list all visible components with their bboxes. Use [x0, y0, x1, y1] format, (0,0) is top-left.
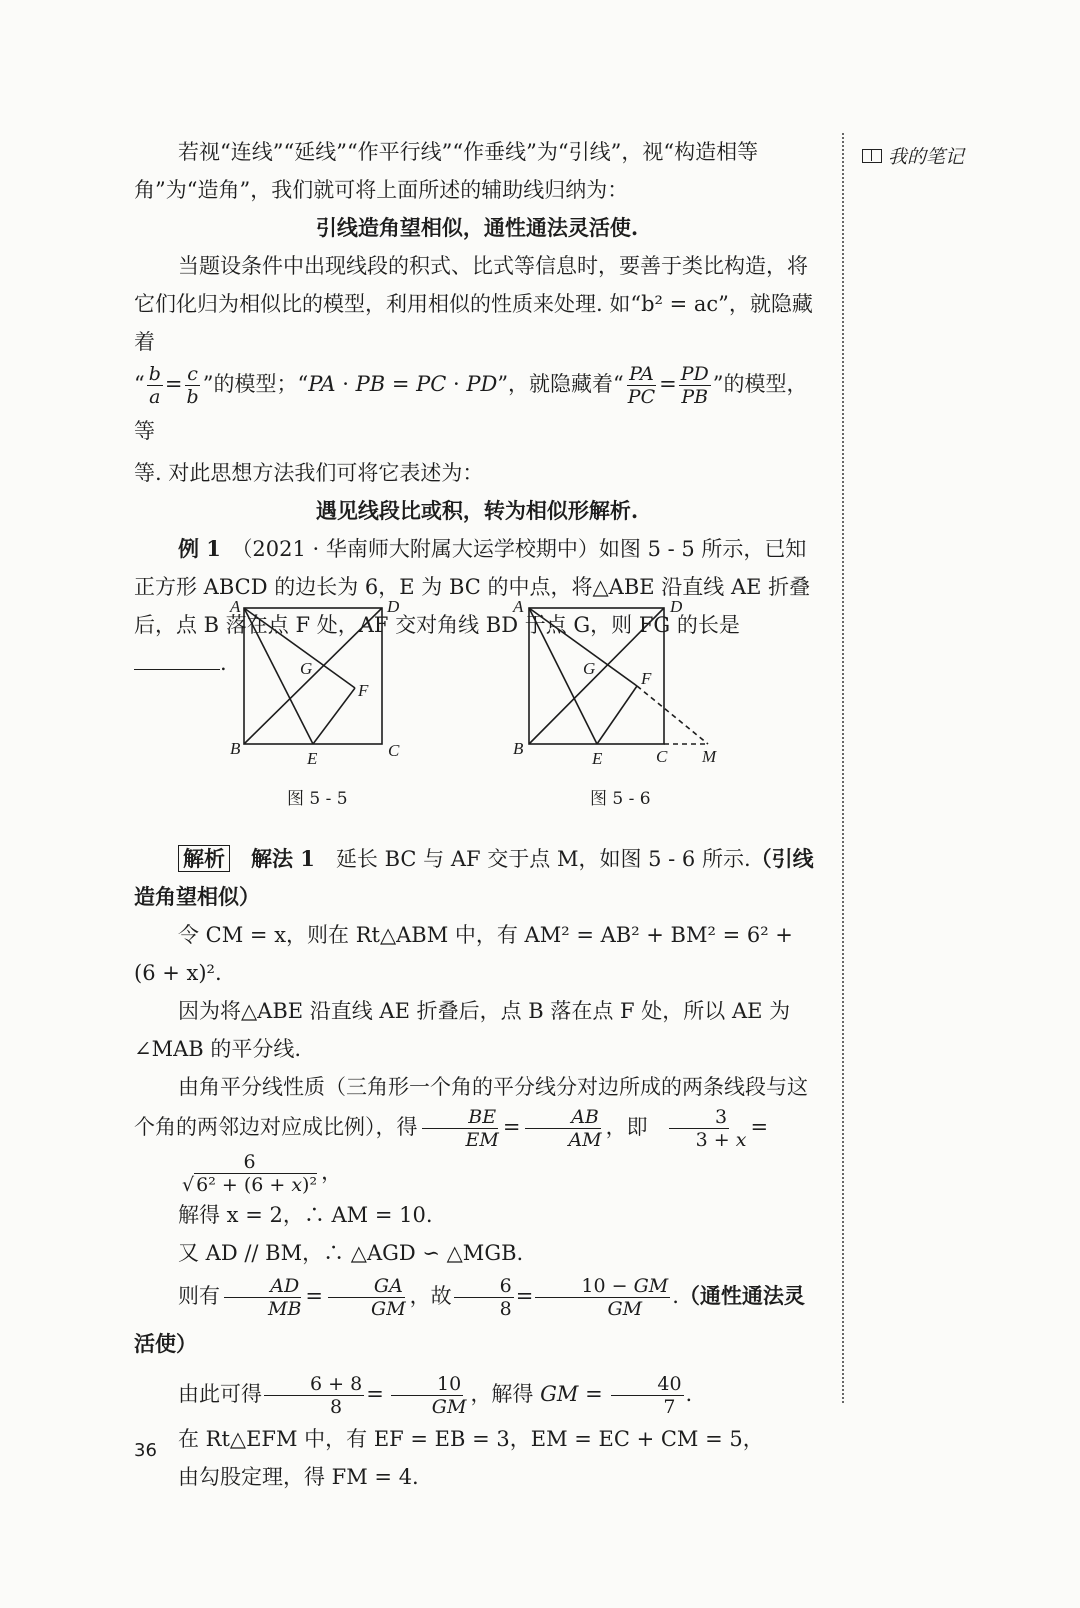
solution-line-6: 则有 $\frac{AD}{MB}$ = $\frac{GA}{GM}$ ，故 $\frac{6}{8}$ = $\frac{10 - GM}{GM}$ .（通性通法灵活使） — [134, 1275, 805, 1356]
solution-line-2: 因为将△ABE 沿直线 AE 折叠后，点 B 落在点 F 处，所以 AE 为∠MAB 的平分线. — [134, 999, 791, 1061]
label-e-2: E — [592, 749, 603, 768]
paragraph-3-end: 等. 对此思想方法我们可将它表述为： — [134, 461, 484, 485]
frac-pa-pc: $\frac{PA}{PC}$ — [627, 363, 656, 408]
solution-line-6-note: （通性通法灵活使） — [134, 1283, 805, 1356]
example-1: 例 1 （2021 · 华南师大附属大运学校期中）如图 5 - 5 所示，已知正方形 ABCD 的边长为 6，E 为 BC 的中点，将△ABE 沿直线 AE 折叠后，点 B 落在点 F 处，AF 交对角线 BD 于点 G，则 FG 的长是. — [134, 536, 811, 675]
paragraph-3: “ $\frac{b}{a}$ = $\frac{c}{b}$ ”的模型；“PA · PB = PC · PD”，就隐藏着“ $\frac{PA}{PC}$ = $\frac{PD}{PB}$ ”的模型，等 — [134, 363, 808, 443]
frac-6-sqrt: $\frac{6}{\text{√ 6² + (6 + x)²}}$ — [182, 1151, 318, 1196]
label-d: D — [387, 597, 400, 616]
frac-pd-pb: $\frac{PD}{PB}$ — [680, 363, 709, 408]
solution-tag: 解析 — [178, 845, 230, 872]
solution-intro-text: 延长 BC 与 AF 交于点 M，如图 5 - 6 所示. — [335, 847, 751, 871]
label-g-2: G — [583, 659, 596, 678]
solution-intro-note: （引线造角望相似） — [134, 846, 814, 909]
caption-5-5: 图 5 - 5 — [287, 789, 348, 809]
solution-line-9: 由勾股定理，得 FM = 4. — [178, 1465, 419, 1489]
caption-5-6: 图 5 - 6 — [590, 789, 651, 809]
frac-ad-mb: $\frac{AD}{MB}$ — [222, 1275, 303, 1320]
frac-10-gm-2: $\frac{10}{GM}$ — [386, 1373, 469, 1418]
label-e: E — [307, 749, 318, 768]
example-label: 例 1 — [178, 536, 221, 561]
label-b: B — [230, 739, 241, 758]
label-a-2: A — [513, 597, 524, 616]
label-m: M — [702, 747, 717, 766]
solution-line-7: 由此可得 $\frac{6 + 8}{8}$ = $\frac{10}{GM}$ ，解得 GM = $\frac{40}{7}$ . — [178, 1373, 693, 1418]
frac-40-7: $\frac{40}{7}$ — [611, 1373, 683, 1418]
motto-1: 引线造角望相似，通性通法灵活使. — [315, 215, 639, 240]
motto-2: 遇见线段比或积，转为相似形解析. — [315, 498, 639, 523]
figure-svg — [0, 590, 1080, 810]
frac-b-a: $\frac{b}{a}$ — [148, 363, 161, 408]
solution-line-4: 解得 x = 2，∴ AM = 10. — [178, 1203, 433, 1227]
solution-line-3-text: 由角平分线性质（三角形一个角的平分线分对边所成的两条线段与这个角的两邻边对应成比例），得 — [134, 1075, 808, 1139]
extension-fm — [637, 686, 708, 744]
solution-line-1: 令 CM = x，则在 Rt△ABM 中，有 AM² = AB² + BM² = 6² + (6 + x)². — [134, 923, 793, 985]
label-b-2: B — [513, 739, 524, 758]
figure-5-5 — [244, 608, 382, 744]
notes-label: 我的笔记 — [888, 146, 965, 168]
segment-ef-2 — [597, 686, 637, 744]
figures — [0, 590, 1080, 810]
solution-line-3: 由角平分线性质（三角形一个角的平分线分对边所成的两条线段与这个角的两邻边对应成比例），得 $\frac{BE}{EM}$ = $\frac{AB}{AM}$ ，即 $\frac{3}{3 + x}$ = $\frac{6}{\text{√ 6² + (6 + x)²}}$ ， — [134, 1075, 808, 1196]
frac-14-8: $\frac{6 + 8}{8}$ — [264, 1373, 364, 1418]
paragraph-1: 若视“连线”“延线”“作平行线”“作垂线”为“引线”，视“构造相等角”为“造角”，我们就可将上面所述的辅助线归纳为： — [134, 140, 759, 202]
label-d-2: D — [670, 597, 683, 616]
frac-c-b: $\frac{c}{b}$ — [186, 363, 199, 408]
frac-ab-am: $\frac{AB}{AM}$ — [522, 1106, 603, 1151]
paragraph-2-text: 当题设条件中出现线段的积式、比式等信息时，要善于类比构造，将它们化归为相似比的模型，利用相似的性质来处理. 如“b² = ac”，就隐藏着 — [134, 254, 813, 354]
method-label: 解法 1 — [251, 846, 315, 871]
solution-intro — [134, 840, 820, 916]
frac-ga-gm: $\frac{GA}{GM}$ — [325, 1275, 408, 1320]
book-icon — [862, 149, 882, 163]
frac-3: $\frac{3}{3 + x}$ — [650, 1106, 749, 1151]
label-g: G — [300, 659, 313, 678]
solution — [134, 840, 820, 1496]
label-c: C — [388, 741, 400, 760]
example-text: （2021 · 华南师大附属大运学校期中）如图 5 - 5 所示，已知正方形 ABCD 的边长为 6，E 为 BC 的中点，将△ABE 沿直线 AE 折叠后，点 B 落在点 F 处，AF 交对角线 BD 于点 G，则 FG 的长是 — [134, 537, 811, 637]
segment-ef — [313, 688, 355, 744]
label-f-2: F — [641, 669, 652, 688]
frac-be-em: $\frac{BE}{EM}$ — [420, 1106, 501, 1151]
figure-5-6 — [529, 608, 708, 744]
frac-6-8: $\frac{6}{8}$ — [454, 1275, 514, 1320]
frac-10-gm: $\frac{10 - GM}{GM}$ — [535, 1275, 670, 1320]
paragraph-2 — [134, 247, 820, 361]
label-f: F — [358, 681, 369, 700]
solution-line-5: 又 AD // BM，∴ △AGD ∽ △MGB. — [178, 1241, 524, 1265]
label-a: A — [230, 597, 241, 616]
page-number: 36 — [134, 1440, 157, 1461]
notes-header — [862, 142, 964, 169]
diagonal-bd — [244, 608, 382, 744]
solution-line-8: 在 Rt△EFM 中，有 EF = EB = 3，EM = EC + CM = 5， — [178, 1427, 764, 1451]
label-c-2: C — [656, 747, 668, 766]
